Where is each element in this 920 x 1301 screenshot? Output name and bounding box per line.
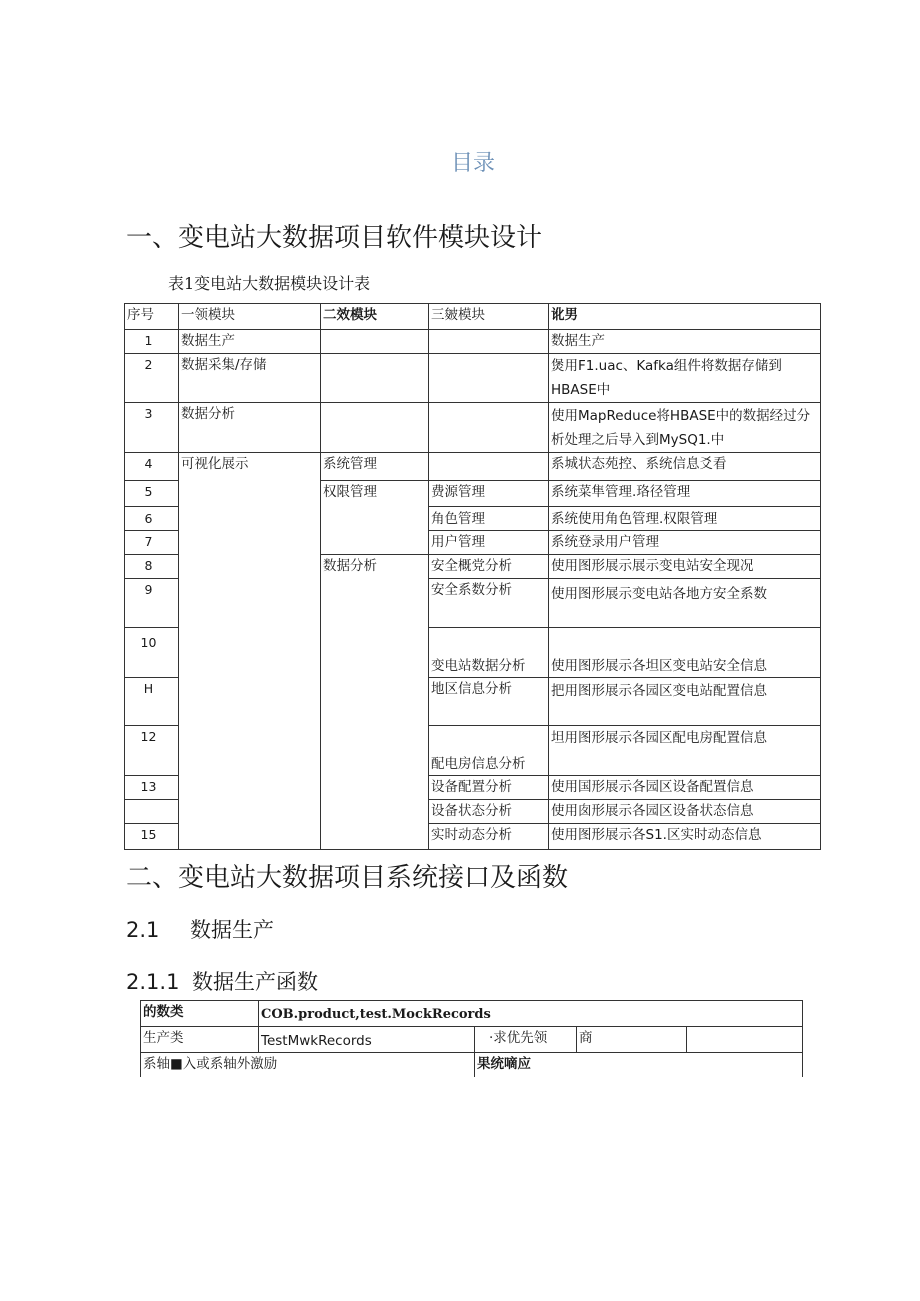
row-level3 [429, 403, 549, 453]
table-row [141, 1053, 803, 1077]
subsection-title: 数据生产 [190, 918, 274, 942]
row-level3: 设备状态分析 [429, 800, 549, 824]
row-desc: 煲用F1.uac、Kafka组件将数据存储到HBASE中 [549, 354, 821, 403]
row-seq: 5 [125, 481, 179, 507]
class-label: 生产类 [141, 1027, 259, 1053]
header-level3: 三皴模块 [429, 304, 549, 330]
row-level3: 设备配置分析 [429, 776, 549, 800]
row-seq: H [125, 678, 179, 726]
row-desc: 使用国形展示各园区设备配置信息 [549, 776, 821, 800]
row-level2 [321, 354, 429, 403]
row-level1: 可视化展示 [179, 453, 321, 850]
header-level2: 二效模块 [321, 304, 429, 330]
row-desc: 系统菜隼管理.珞径管理 [549, 481, 821, 507]
row-desc: 使用图形展示各S1.区实时动态信息 [549, 824, 821, 850]
table-row [125, 453, 821, 481]
row-level2: 系统管理 [321, 453, 429, 481]
row-level3: 变电站数据分析 [429, 628, 549, 678]
row-seq: 8 [125, 555, 179, 579]
row-seq: 13 [125, 776, 179, 800]
row-level1: 数据采集/存储 [179, 354, 321, 403]
row-seq: 12 [125, 726, 179, 776]
row-desc: 使用图形展示各坦区变电站安全信息 [549, 628, 821, 678]
table-header-row [125, 304, 821, 330]
row-seq: 9 [125, 579, 179, 628]
row-level3: 安全系数分析 [429, 579, 549, 628]
row-desc: 把用图形展示各园区变电站配置信息 [549, 678, 821, 726]
subsection-2-1 [126, 914, 274, 944]
row-level3: 地区信息分析 [429, 678, 549, 726]
row-level3 [429, 330, 549, 354]
table-row [125, 330, 821, 354]
row-seq: 10 [125, 628, 179, 678]
row-level3: 实时动态分析 [429, 824, 549, 850]
subsection-2-1-1 [126, 966, 318, 996]
table-row [141, 1001, 803, 1027]
row-level3 [429, 354, 549, 403]
row-level3: 配电房信息分析 [429, 726, 549, 776]
subsection-number: 2.1 [126, 918, 160, 942]
row-seq: 4 [125, 453, 179, 481]
row-seq: 6 [125, 507, 179, 531]
row-level3 [429, 453, 549, 481]
class-value: TestMwkRecords [259, 1027, 475, 1053]
row-desc: 使用图形展示展示变电站安全现况 [549, 555, 821, 579]
row-desc: 使用MapReduce将HBASE中的数据经过分析处理之后导入到MySQ1.中 [549, 403, 821, 453]
row-seq [125, 800, 179, 824]
row-desc: 使用图形展示变电站各地方安全系数 [549, 579, 821, 628]
row-level1: 数据分析 [179, 403, 321, 453]
row-level3: 角色管理 [429, 507, 549, 531]
row-desc: 系统使用角色管理.权限管理 [549, 507, 821, 531]
subsection-title: 数据生产函数 [192, 970, 318, 994]
subsection-number: 2.1.1 [126, 970, 180, 994]
row-desc: 系城状态苑控、系统信息爻看 [549, 453, 821, 481]
header-seq: 序号 [125, 304, 179, 330]
empty-cell [687, 1027, 803, 1053]
section2-heading: 二、变电站大数据项目系统接口及函数 [126, 863, 569, 893]
function-spec-table [140, 1000, 803, 1077]
row-desc: 系统登录用户管理 [549, 531, 821, 555]
input-label: 系轴■入或系轴外激励 [141, 1053, 475, 1077]
header-level1: 一领模块 [179, 304, 321, 330]
table-row [125, 403, 821, 453]
row-level2 [321, 330, 429, 354]
table-row [125, 354, 821, 403]
row-desc: 数据生产 [549, 330, 821, 354]
package-label: 的数类 [141, 1001, 259, 1027]
package-value: COB.product,test.MockRecords [259, 1001, 803, 1027]
row-seq: 7 [125, 531, 179, 555]
table-row [141, 1027, 803, 1053]
row-level2 [321, 403, 429, 453]
row-level2: 数据分析 [321, 555, 429, 850]
toc-title: 目录 [450, 151, 495, 176]
section1-heading: 一、变电站大数据项目软件模块设计 [126, 223, 543, 253]
row-level3: 用户管理 [429, 531, 549, 555]
row-desc: 使用囱形展示各园区设备状态信息 [549, 800, 821, 824]
header-desc: 讹男 [549, 304, 821, 330]
row-seq: 15 [125, 824, 179, 850]
row-level1: 数据生产 [179, 330, 321, 354]
priority-label: ·求优先领 [475, 1027, 577, 1053]
response-label: 果统嘀应 [475, 1053, 803, 1077]
row-seq: 1 [125, 330, 179, 354]
module-design-table [124, 303, 821, 850]
row-level3: 安全概党分析 [429, 555, 549, 579]
row-level3: 费源管理 [429, 481, 549, 507]
row-level2: 权限管理 [321, 481, 429, 555]
row-desc: 坦用图形展示各园区配电房配置信息 [549, 726, 821, 776]
priority-value: 商 [577, 1027, 687, 1053]
row-seq: 3 [125, 403, 179, 453]
table-caption: 表1变电站大数据模块设计表 [168, 274, 371, 293]
row-seq: 2 [125, 354, 179, 403]
